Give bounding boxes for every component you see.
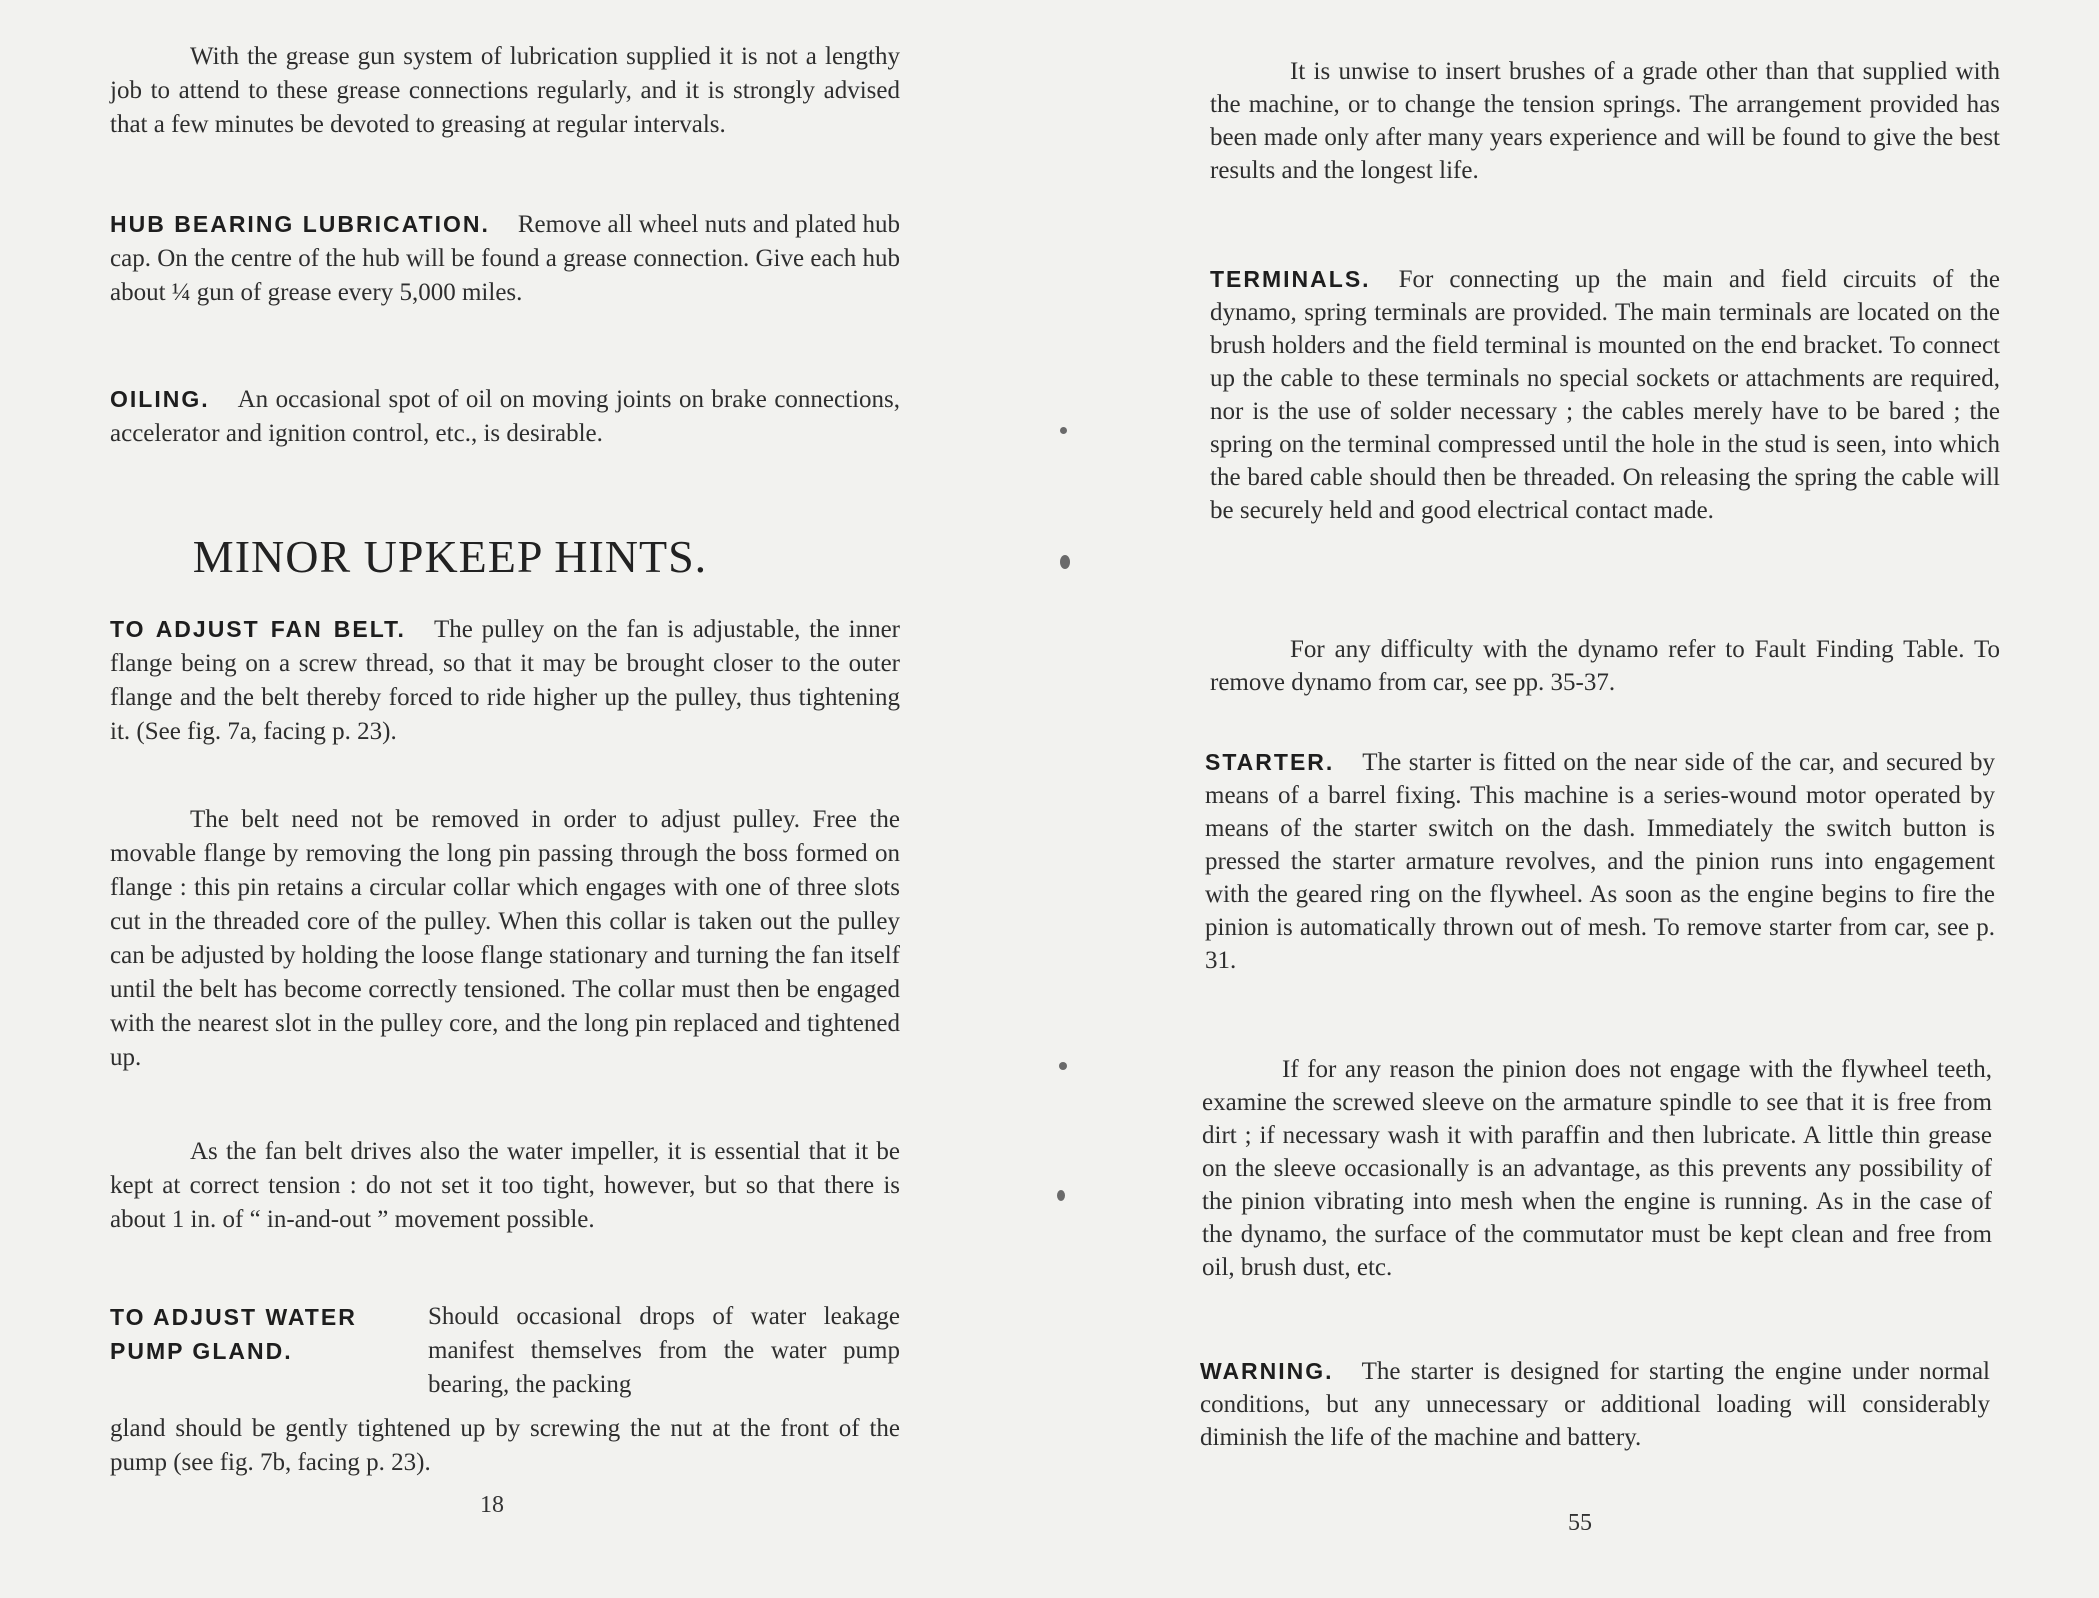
hub-bearing-heading: HUB BEARING LUBRICATION. [110, 211, 490, 237]
right-page [1200, 0, 2000, 1598]
fan-belt-paragraph-2: The belt need not be removed in order to adjust pulley. Free the movable flange by removing the long pin passing through the boss formed on flange : this pin retains a circular collar which engages with one of three slots cut in the threaded core of the pulley. When this collar is taken out the pulley can be adjusted by holding the loose flange stationary and turning the fan itself until the belt has become correctly tensioned. The collar must then be engaged with the nearest slot in the pulley core, and the long pin replaced and tightened up. [110, 806, 900, 1071]
terminals-section [1210, 263, 2000, 527]
oiling-heading: OILING. [110, 386, 210, 412]
left-page [110, 0, 900, 1598]
water-pump-heading-line-2: PUMP GLAND. [110, 1338, 293, 1364]
oiling-text: An occasional spot of oil on moving joints on brake connections, accelerator and ignition control, etc., is desirable. [110, 386, 900, 447]
grease-intro-paragraph: With the grease gun system of lubrication supplied it is not a lengthy job to attend to these grease connections regularly, and it is strongly advised that a few minutes be devoted to greasing at regular intervals. [110, 43, 900, 138]
starter-heading: STARTER. [1205, 749, 1335, 775]
water-pump-text: Should occasional drops of water leakage manifest themselves from the water pump bearing, the packing [428, 1303, 900, 1398]
fan-belt-paragraph-3: As the fan belt drives also the water impeller, it is essential that it be kept at correct tension : do not set it too tight, however, but so that there is about 1 in. of “ in-and-out ” movement possible. [110, 1138, 900, 1233]
gutter-mark [1060, 427, 1067, 434]
gutter-mark [1057, 1190, 1065, 1201]
starter-text: The starter is fitted on the near side of the car, and secured by means of a barrel fixing. This machine is a series-wound motor operated by means of the starter switch on the dash. Immediately the switch button is pressed the starter armature revolves, and the pinion runs into engagement with the geared ring on the flywheel. As soon as the engine begins to fire the pinion is automatically thrown out of mesh. To remove starter from car, see p. 31. [1205, 749, 1995, 974]
section-title: MINOR UPKEEP HINTS. [192, 531, 708, 582]
left-page-number: 18 [480, 1492, 504, 1518]
water-pump-text-continued: gland should be gently tightened up by screwing the nut at the front of the pump (see fig. 7b, facing p. 23). [110, 1415, 900, 1476]
dynamo-paragraph: For any difficulty with the dynamo refer to Fault Finding Table. To remove dynamo from car, see pp. 35-37. [1210, 636, 2000, 696]
terminals-heading: TERMINALS. [1210, 266, 1371, 292]
starter-section [1205, 746, 1995, 977]
terminals-text: For connecting up the main and field circuits of the dynamo, spring terminals are provided. The main terminals are located on the brush holders and the field terminal is mounted on the end bracket. To connect up the cable to these terminals no special sockets or attachments are required, nor is the use of solder necessary ; the cables merely have to be bared ; the spring on the terminal compressed until the hole in the stud is seen, into which the bared cable should then be threaded. On releasing the spring the cable will be securely held and good electrical contact made. [1210, 266, 2000, 524]
fan-belt-text: The pulley on the fan is adjustable, the inner flange being on a screw thread, so that it may be brought closer to the outer flange and the belt thereby forced to ride higher up the pulley, thus tightening it. (See fig. 7a, facing p. 23). [110, 616, 900, 745]
oiling-section [110, 382, 900, 451]
pinion-paragraph: If for any reason the pinion does not engage with the flywheel teeth, examine the screwed sleeve on the armature spindle to see that it is free from dirt ; if necessary wash it with paraffin and then lubricate. A little thin grease on the sleeve occasionally is an advantage, as this prevents any possibility of the pinion vibrating into mesh when the engine is running. As in the case of the dynamo, the surface of the commutator must be kept clean and free from oil, brush dust, etc. [1202, 1056, 1992, 1281]
gutter-mark [1060, 555, 1070, 569]
right-page-number: 55 [1568, 1510, 1592, 1536]
gutter-mark [1059, 1062, 1067, 1070]
water-pump-heading [110, 1300, 410, 1368]
fan-belt-section [110, 612, 900, 749]
warning-text: The starter is designed for starting the engine under normal conditions, but any unnecessary or additional loading will considerably diminish the life of the machine and battery. [1200, 1358, 1990, 1451]
fan-belt-heading: TO ADJUST FAN BELT. [110, 616, 406, 642]
hub-bearing-section [110, 207, 900, 310]
warning-section [1200, 1355, 1990, 1454]
warning-heading: WARNING. [1200, 1358, 1334, 1384]
brushes-paragraph: It is unwise to insert brushes of a grade other than that supplied with the machine, or to change the tension springs. The arrangement provided has been made only after many years experience and will be found to give the best results and the longest life. [1210, 58, 2000, 184]
hub-bearing-text: Remove all wheel nuts and plated hub cap. On the centre of the hub will be found a grease connection. Give each hub about ¼ gun of grease every 5,000 miles. [110, 211, 900, 306]
water-pump-heading-line-1: TO ADJUST WATER [110, 1304, 357, 1330]
